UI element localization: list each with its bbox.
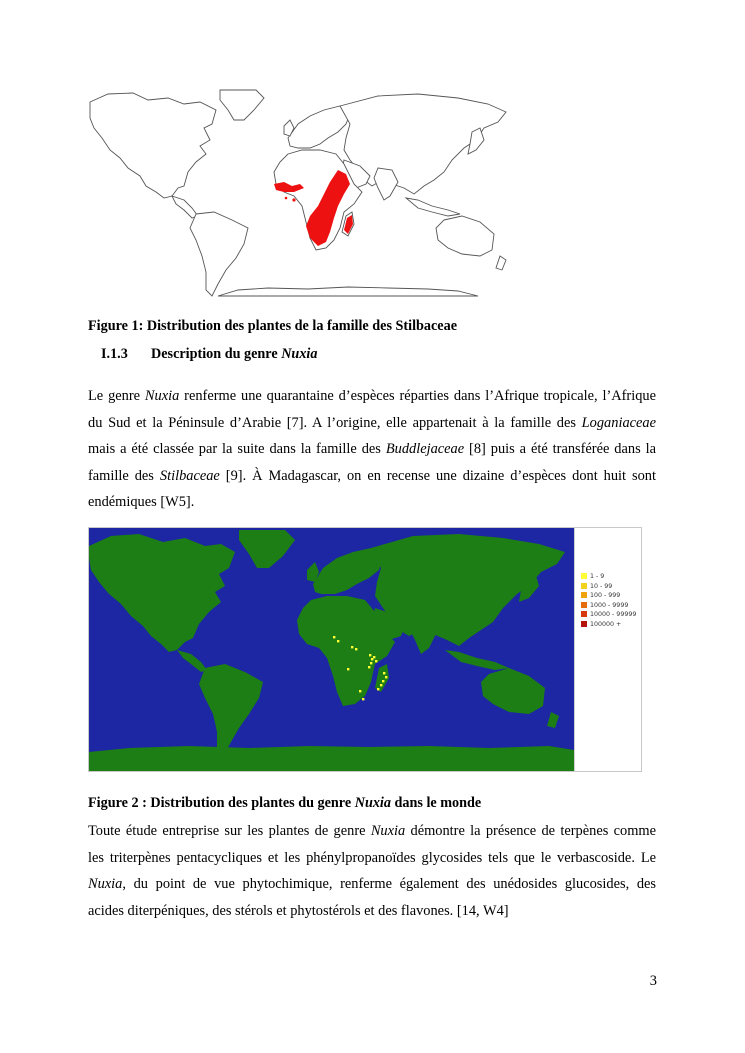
italic-term: Nuxia xyxy=(88,876,123,892)
map-north-america xyxy=(90,93,216,198)
section-title-prefix: Description du genre xyxy=(151,346,282,362)
figure2-caption-prefix: Figure 2 : Distribution des plantes du genre xyxy=(88,795,355,811)
text-run: du Sud et la Péninsule d’Arabie [7]. A l’origine, elle appartenait à la famille des xyxy=(88,414,582,431)
occurrence-marker xyxy=(370,662,372,664)
text-run: famille des xyxy=(88,467,160,484)
occurrence-marker xyxy=(362,698,364,700)
occurrence-marker xyxy=(337,640,339,642)
section-title-italic: Nuxia xyxy=(281,346,318,362)
legend-label: 10 - 99 xyxy=(590,582,613,590)
occurrence-marker xyxy=(355,648,357,650)
text-run: , du point de vue phytochimique, renferme également des unédosides glucosides, des xyxy=(122,876,656,892)
paragraph-line xyxy=(88,898,656,925)
legend-swatch xyxy=(581,621,587,627)
paragraph-line xyxy=(88,463,656,490)
paragraph-line xyxy=(88,410,656,437)
map-central-america xyxy=(172,196,198,218)
italic-term: Nuxia xyxy=(370,823,406,839)
legend-swatch xyxy=(581,602,587,608)
legend-label: 100 - 999 xyxy=(590,592,621,599)
text-run: acides diterpéniques, des stérols et phytostérols et des flavones. [14, W4] xyxy=(88,902,509,919)
paragraph-line xyxy=(88,436,656,463)
map-indonesia xyxy=(406,198,460,216)
italic-term: Nuxia xyxy=(144,388,180,404)
italic-term: Buddlejaceae xyxy=(385,441,465,457)
occurrence-marker xyxy=(380,684,382,686)
map-greenland xyxy=(220,90,264,120)
occurrence-marker xyxy=(369,654,371,656)
italic-term: Stilbaceae xyxy=(159,467,220,484)
legend-item xyxy=(581,610,636,620)
section-heading xyxy=(101,346,317,363)
text-run: mais a été classée par la suite dans la famille des xyxy=(88,441,386,457)
legend-item xyxy=(581,620,621,630)
occurrence-marker xyxy=(333,636,335,638)
text-run: endémiques [W5]. xyxy=(88,494,195,510)
map-antarctica xyxy=(218,287,478,296)
occurrence-marker xyxy=(382,680,384,682)
paragraph-line xyxy=(88,845,656,872)
distribution-island xyxy=(285,197,288,200)
figure2-caption-italic: Nuxia xyxy=(354,795,391,811)
occurrence-marker xyxy=(347,668,349,670)
text-run: [8] puis a été transférée dans la xyxy=(464,441,656,457)
legend-swatch xyxy=(581,592,587,598)
occurrence-marker xyxy=(359,690,361,692)
text-run: [9]. À Madagascar, on en recense une dizaine d’espèces dont huit sont xyxy=(219,467,657,484)
paragraph-nuxia-phytochemistry xyxy=(88,818,656,924)
legend-swatch xyxy=(581,573,587,579)
map-europe xyxy=(288,106,350,148)
map-antarctica xyxy=(89,746,574,771)
legend-label: 1 - 9 xyxy=(590,573,605,580)
legend-swatch xyxy=(581,583,587,589)
text-run: Le genre xyxy=(88,388,145,404)
paragraph-line xyxy=(88,489,656,516)
occurrence-marker xyxy=(383,672,385,674)
text-run: Toute étude entreprise sur les plantes de genre xyxy=(88,823,371,839)
paragraph-line xyxy=(88,818,656,845)
legend-item xyxy=(581,591,620,601)
italic-term: Loganiaceae xyxy=(581,414,656,431)
map-australia xyxy=(436,216,494,256)
page-number: 3 xyxy=(649,973,657,989)
occurrence-marker xyxy=(373,656,375,658)
map-new-zealand xyxy=(496,256,506,270)
figure2-caption xyxy=(88,795,481,812)
legend-swatch xyxy=(581,611,587,617)
legend-item xyxy=(581,572,604,582)
legend-label: 1000 - 9999 xyxy=(590,601,629,609)
legend-label: 100000 + xyxy=(590,620,622,628)
paragraph-line xyxy=(88,383,656,410)
figure1-map xyxy=(88,88,512,298)
figure2-map xyxy=(88,527,642,772)
occurrence-marker xyxy=(385,676,387,678)
occurrence-marker xyxy=(351,646,353,648)
occurrence-marker xyxy=(375,660,377,662)
stilbaceae-distribution-map xyxy=(88,88,512,298)
map-legend xyxy=(574,528,642,771)
legend-item xyxy=(581,601,628,611)
figure2-caption-suffix: dans le monde xyxy=(390,795,482,811)
nuxia-distribution-map xyxy=(89,528,574,771)
text-run: démontre la présence de terpènes comme xyxy=(405,823,656,839)
occurrence-marker xyxy=(368,666,370,668)
section-number: I.1.3 xyxy=(101,346,128,362)
figure1-caption: Figure 1: Distribution des plantes de la famille des Stilbaceae xyxy=(88,318,457,334)
text-run: les triterpènes pentacycliques et les phénylpropanoïdes glycosides tels que le verbascoside. Le xyxy=(88,849,656,866)
text-run: renferme une quarantaine d’espèces réparties dans l’Afrique tropicale, l’Afrique xyxy=(179,388,656,404)
distribution-island xyxy=(292,198,295,201)
paragraph-nuxia-description xyxy=(88,383,656,516)
paragraph-line xyxy=(88,871,656,898)
legend-label: 10000 - 99999 xyxy=(590,611,637,618)
legend-item xyxy=(581,582,612,592)
occurrence-marker xyxy=(377,688,379,690)
map-south-america xyxy=(190,212,248,296)
